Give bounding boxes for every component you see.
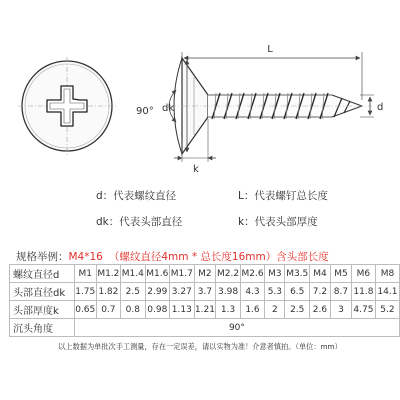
table-cell: 2.99 [145, 283, 169, 301]
table-cell: 1.21 [194, 301, 216, 319]
table-cell: 5.3 [265, 283, 285, 301]
spec-desc: （螺纹直径4mm * 总长度16mm）含头部长度 [108, 251, 329, 263]
table-row-head-diameter [10, 283, 400, 301]
table-cell: M1.6 [145, 265, 169, 283]
table-row-head-thickness [10, 301, 400, 319]
table-cell: 4.3 [240, 283, 264, 301]
table-cell: 3 [330, 301, 351, 319]
table-cell: 0.8 [121, 301, 145, 319]
table-cell: M1.4 [121, 265, 145, 283]
table-cell: 2.5 [121, 283, 145, 301]
row-label: 头部直径dk [10, 283, 75, 301]
table-cell: 11.8 [351, 283, 375, 301]
spec-example [16, 249, 329, 264]
table-cell: 0.98 [145, 301, 169, 319]
table-row-countersink-angle [10, 319, 400, 337]
legend-k: k：代表头部厚度 [238, 216, 318, 228]
spec-value: M4*16 [68, 251, 103, 263]
legend-dk: dk：代表头部直径 [96, 216, 183, 228]
table-cell: 14.1 [375, 283, 399, 301]
table-cell: M3.5 [285, 265, 309, 283]
table-cell: 1.82 [96, 283, 120, 301]
table-cell: M1 [74, 265, 96, 283]
table-cell: 1.3 [216, 301, 240, 319]
table-cell: 2.5 [285, 301, 309, 319]
legend-L: L：代表螺钉总长度 [238, 190, 328, 202]
row-label: 螺纹直径d [10, 265, 75, 283]
table-cell: M1.2 [96, 265, 120, 283]
table-cell: 0.65 [74, 301, 96, 319]
table-cell: 3.7 [194, 283, 216, 301]
screw-side-view [170, 58, 372, 154]
spec-table [9, 264, 400, 337]
table-cell: M2 [194, 265, 216, 283]
legend-d: d：代表螺纹直径 [96, 190, 177, 202]
table-cell: M1.7 [170, 265, 194, 283]
table-cell: M2.6 [240, 265, 264, 283]
label-k: k [193, 164, 199, 175]
label-dk: dk [162, 103, 175, 114]
table-cell: 3.98 [216, 283, 240, 301]
table-cell: 1.13 [170, 301, 194, 319]
angle-value: 90° [74, 319, 399, 337]
table-cell: 4.75 [351, 301, 375, 319]
table-cell: M8 [375, 265, 399, 283]
table-cell: M6 [351, 265, 375, 283]
table-cell: 1.6 [240, 301, 264, 319]
spec-prefix: 规格举例： [16, 251, 69, 263]
label-L: L [267, 44, 273, 55]
table-cell: 6.5 [285, 283, 309, 301]
table-cell: 2.6 [309, 301, 330, 319]
label-angle: 90° [136, 106, 154, 117]
table-cell: M5 [330, 265, 351, 283]
table-cell: 5.2 [375, 301, 399, 319]
table-cell: M3 [265, 265, 285, 283]
length-dimension [182, 44, 362, 100]
table-cell: 0.7 [96, 301, 120, 319]
table-cell: 1.75 [74, 283, 96, 301]
table-cell: M2.2 [216, 265, 240, 283]
table-cell: 3.27 [170, 283, 194, 301]
table-cell: 7.2 [309, 283, 330, 301]
table-row-thread-diameter [10, 265, 400, 283]
screw-head-top-view [18, 57, 116, 155]
row-label: 头部厚度k [10, 301, 75, 319]
measurement-note: 以上数据为单批次手工测量，存在一定误差，请以实物为准！介意者慎拍。（单位：mm） [58, 342, 342, 351]
table-cell: M4 [309, 265, 330, 283]
row-label: 沉头角度 [10, 319, 75, 337]
table-cell: 2 [265, 301, 285, 319]
label-d: d [377, 102, 384, 113]
table-cell: 8.7 [330, 283, 351, 301]
